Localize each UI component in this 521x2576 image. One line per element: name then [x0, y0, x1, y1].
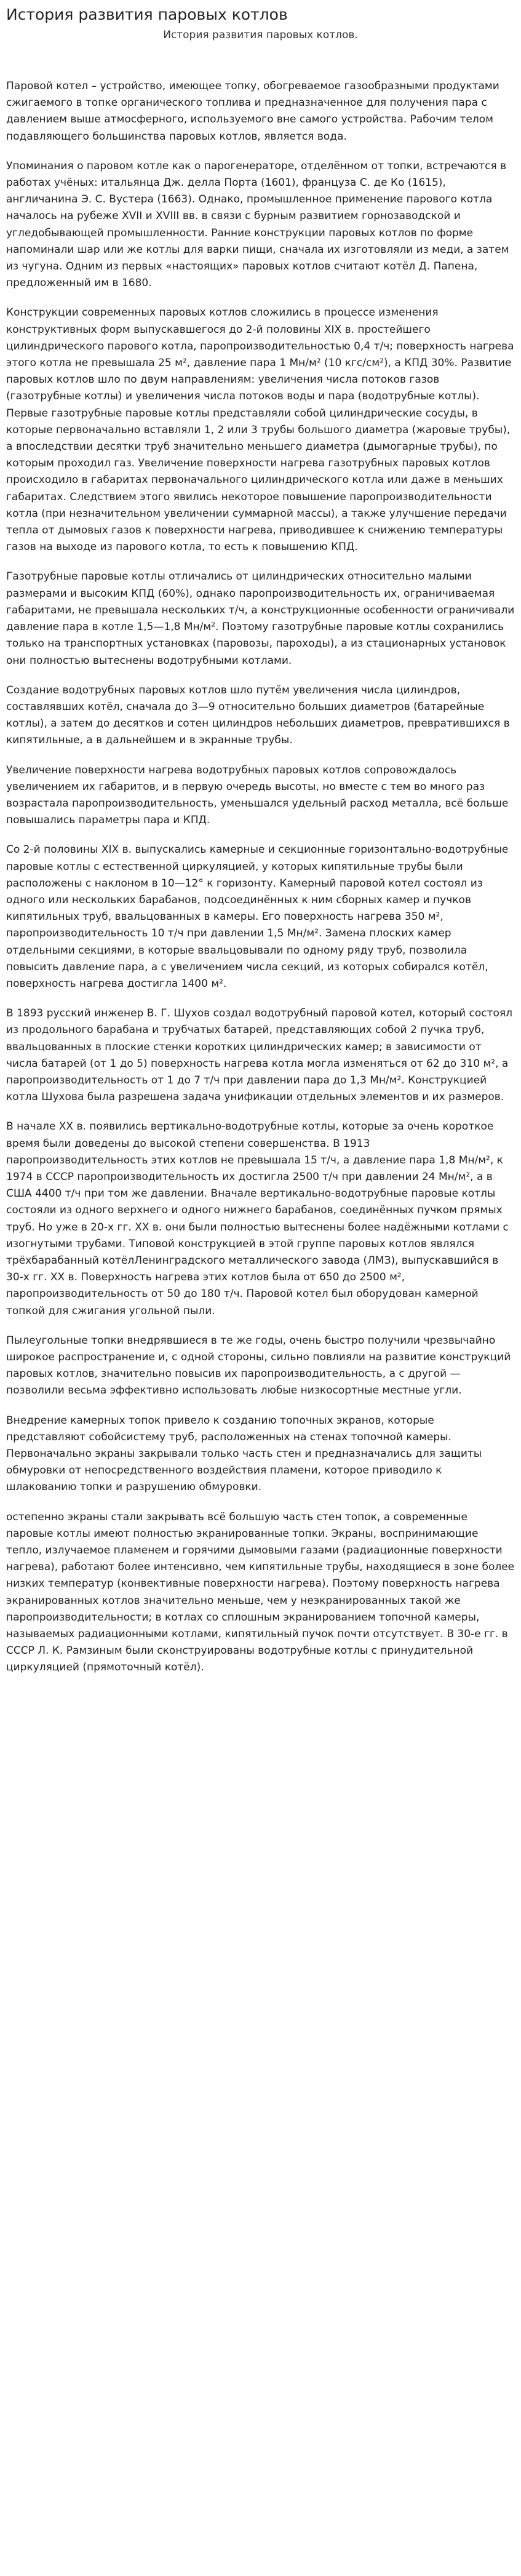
paragraph: В начале XX в. появились вертикально-водотрубные котлы, которые за очень короткое время были доведены до высокой степени совершенства. В 1913 паропроизводительность этих котлов не превышала 15 т/ч, а давление пара 1,8 Мн/м², к 1974 в СССР паропроизводительность их достигла 2500 т/ч при давлении 24 Мн/м², а в США 4400 т/ч при том же давлении. Вначале вертикально-водотрубные паровые котлы состояли из одного верхнего и одного нижнего барабанов, соединённых пучком прямых труб. Но уже в 20-х гг. XX в. они были полностью вытеснены более надёжными котлами с изогнутыми трубами. Типовой конструкцией в этой группе паровых котлов являлся трёхбарабанный котёлЛенинградского металлического завода (ЛМЗ), выпускавшийся в 30-х гг. XX в. Поверхность нагрева этих котлов была от 650 до 2500 м², паропроизводительность от 50 до 180 т/ч. Паровой котел был оборудован камерной топкой для сжигания угольной пыли.: [6, 1120, 509, 1317]
paragraph: Газотрубные паровые котлы отличались от цилиндрических относительно малыми размерами и высоким КПД (60%), однако паропроизводительность их, ограничиваемая габаритами, не превышала нескольких т/ч, а конструкционные особенности ограничивали давление пара в котле 1,5—1,8 Мн/м². Поэтому газотрубные паровые котлы сохранились только на транспортных установках (паровозы, пароходы), а из стационарных установок они полностью вытеснены водотрубными котлами.: [6, 570, 515, 667]
paragraph: Пылеугольные топки внедрявшиеся в те же годы, очень быстро получили чрезвычайно широкое распространение и, с одной стороны, сильно повлияли на развитие конструкций паровых котлов, значительно повысив их паропроизводительность, а с другой — позволили весьма эффективно использовать любые низкосортные местные угли.: [6, 1334, 511, 1397]
paragraph: Конструкции современных паровых котлов сложились в процессе изменения конструктивных форм выпускавшегося до 2-й половины XIX в. простейшего цилиндрического парового котла, паропроизводительностью 0,4 т/ч; поверхность нагрева этого котла не превышала 25 м², давление пара 1 Мн/м² (10 кгс/см²), а КПД 30%. Развитие паровых котлов шло по двум направлениям: увеличения числа потоков газов (газотрубные котлы) и увеличения числа потоков воды и пара (водотрубные котлы). Первые газотрубные паровые котлы представляли собой цилиндрические сосуды, в которые первоначально вставляли 1, 2 или 3 трубы большого диаметра (жаровые трубы), а впоследствии десятки труб значительно меньшего диаметра (дымогарные трубы), по которым проходил газ. Увеличение поверхности нагрева газотрубных паровых котлов происходило в габаритах первоначального цилиндрического котла или даже в меньших габаритах. Следствием этого явились некоторое повышение паропроизводительности котла (при незначительном увеличении суммарной массы), а также улучшение передачи тепла от дымовых газов к поверхности нагрева, приводившее к снижению температуры газов на выходе из парового котла, то есть к повышению КПД.: [6, 306, 514, 554]
paragraph: Паровой котел – устройство, имеющее топку, обогреваемое газообразными продуктами сжигаемого в топке органического топлива и предназначенное для получения пара с давлением выше атмосферного, используемого вне самого устройства. Рабочим телом подавляющего большинства паровых котлов, является вода.: [6, 80, 499, 143]
paragraph: Увеличение поверхности нагрева водотрубных паровых котлов сопровождалось увеличением их габаритов, и в первую очередь высоты, но вместе с тем во много раз возрастала паропроизводительность, уменьшался удельный расход металла, всё больше повышались параметры пара и КПД.: [6, 764, 509, 827]
document-body: [6, 78, 515, 1677]
document-subtitle: История развития паровых котлов.: [163, 29, 358, 41]
page-title: История развития паровых котлов: [6, 6, 288, 23]
paragraph: В 1893 русский инженер В. Г. Шухов создал водотрубный паровой котел, который состоял из продольного барабана и трубчатых батарей, представляющих собой 2 пучка труб, ввальцованных в плоские стенки коротких цилиндрических камер; в зависимости от числа батарей (от 1 до 5) поверхность нагрева котла могла изменяться от 62 до 310 м², а паропроизводительность от 1 до 7 т/ч при давлении пара до 1,3 Мн/м². Конструкцией котла Шухова была разрешена задача унификации отдельных элементов и их размеров.: [6, 1007, 512, 1104]
paragraph: Внедрение камерных топок привело к созданию топочных экранов, которые представляют собойсистему труб, расположенных на стенах топочной камеры. Первоначально экраны закрывали только часть стен и предназначались для защиты обмуровки от непосредственного воздействия пламени, которое приводило к шлакованию топки и разрушению обмуровки.: [6, 1414, 482, 1494]
paragraph: остепенно экраны стали закрывать всё большую часть стен топок, а современные паровые котлы имеют полностью экранированные топки. Экраны, воспринимающие тепло, излучаемое пламенем и горячими дымовыми газами (радиационные поверхности нагрева), работают более интенсивно, чем кипятильные трубы, находящиеся в зоне более низких температур (конвективные поверхности нагрева). Поэтому поверхность нагрева экранированных котлов значительно меньше, чем у неэкранированных такой же паропроизводительности; в котлах со сплошным экранированием топочной камеры, называемых радиационными котлами, кипятильный пучок почти отсутствует. В 30-е гг. в СССР Л. К. Рамзиным были сконструированы водотрубные котлы с принудительной циркуляцией (прямоточный котёл).: [6, 1510, 515, 1674]
paragraph: Со 2-й половины XIX в. выпускались камерные и секционные горизонтально-водотрубные паровые котлы с естественной циркуляцией, у которых кипятильные трубы были расположены с наклоном в 10—12° к горизонту. Камерный паровой котел состоял из одного или нескольких барабанов, подсоединённых к ним сборных камер и пучков кипятильных труб, ввальцованных в камеры. Его поверхность нагрева 350 м², паропроизводительность 10 т/ч при давлении 1,5 Мн/м². Замена плоских камер отдельными секциями, в которые ввальцовывали по одному ряду труб, позволила повысить давление пара, а с увеличением числа секций, из которых собирался котёл, поверхность нагрева достигла 1400 м².: [6, 843, 509, 990]
paragraph: Создание водотрубных паровых котлов шло путём увеличения числа цилиндров, составлявших котёл, сначала до 3—9 относительно больших диаметров (батарейные котлы), а затем до десятков и сотен цилиндров небольших диаметров, превратившихся в кипятильные, а в дальнейшем и в экранные трубы.: [6, 684, 510, 747]
paragraph: Упоминания о паровом котле как о парогенераторе, отделённом от топки, встречаются в работах учёных: итальянца Дж. делла Порта (1601), француза С. де Ко (1615), англичанина Э. С. Вустера (1663). Однако, промышленное применение парового котла началось на рубеже XVII и XVIII вв. в связи с бурным развитием горнозаводской и угледобывающей промышленности. Ранние конструкции паровых котлов по форме напоминали шар или же котлы для варки пищи, сначала их изготовляли из меди, а затем из чугуна. Одним из первых «настоящих» паровых котлов считают котёл Д. Папена, предложенный им в 1680.: [6, 159, 509, 290]
